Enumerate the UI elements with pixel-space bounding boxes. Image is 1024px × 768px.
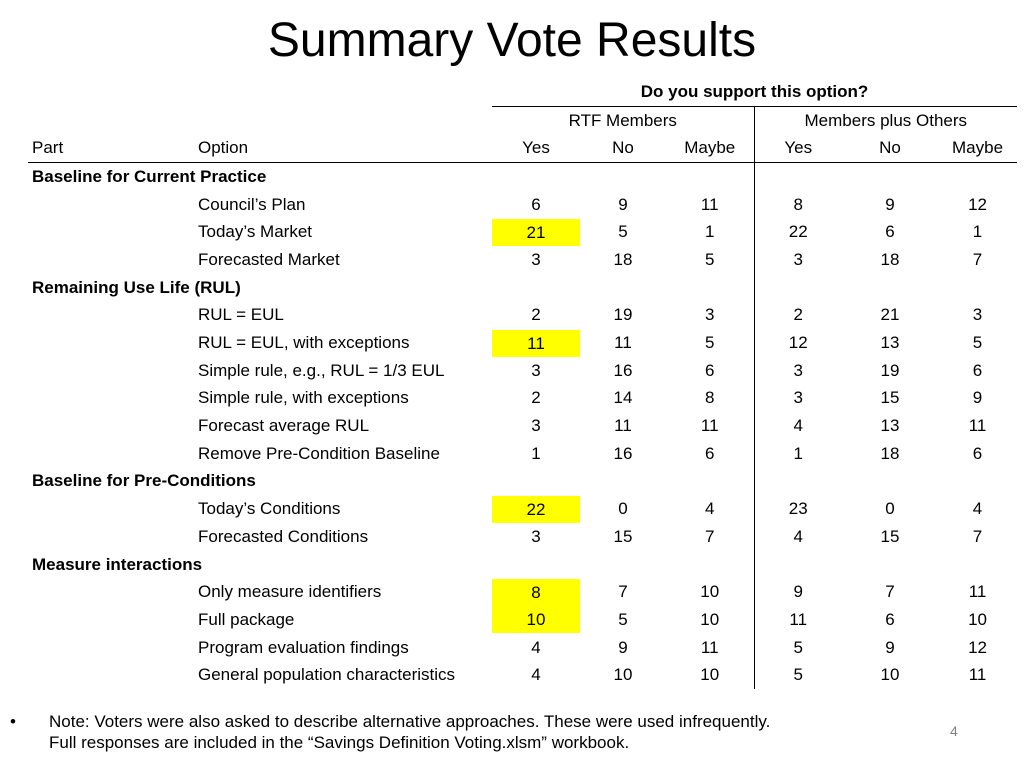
all-yes-cell: 3 [754,357,842,385]
all-maybe-cell: 10 [968,609,987,629]
empty-cell [666,551,754,579]
rtf-no-cell: 11 [614,416,632,436]
table-row [28,661,1017,689]
rtf-yes-cell: 3 [531,249,541,269]
rtf-no-cell: 18 [613,249,633,269]
all-no-cell: 7 [885,582,895,602]
all-no-cell: 19 [880,360,900,380]
table-row [28,440,1017,468]
all-maybe-cell: 12 [968,637,987,657]
all-no-cell: 15 [880,388,900,408]
table-row [28,495,1017,523]
all-no-header: No [842,134,938,162]
all-maybe-cell: 7 [972,526,983,546]
empty-cell [28,606,196,634]
rtf-maybe-cell: 6 [705,360,715,380]
all-yes-cell: 2 [754,302,842,330]
slide-title: Summary Vote Results [267,14,757,67]
empty-cell [492,274,580,302]
rtf-no-cell: 5 [618,609,628,629]
option-label: Today’s Conditions [198,499,341,519]
table-row [28,523,1017,551]
empty-cell [28,412,196,440]
rtf-maybe-cell: 5 [705,249,715,269]
empty-cell [938,274,1017,302]
option-label: Remove Pre-Condition Baseline [198,443,440,463]
rtf-yes-cell: 3 [531,416,541,436]
all-yes-cell: 8 [754,191,842,219]
highlighted-value: 10 [492,606,580,633]
option-label: Only measure identifiers [198,582,382,602]
option-label: RUL = EUL, with exceptions [198,333,410,353]
all-maybe-cell: 6 [972,443,983,463]
all-yes-cell: 9 [754,578,842,606]
empty-cell [754,468,842,496]
option-column-header: Option [196,134,492,162]
all-maybe-cell: 11 [968,582,987,602]
rtf-yes-cell: 4 [531,665,541,685]
all-yes-cell: 12 [754,329,842,357]
empty-cell [938,163,1017,191]
rtf-yes-cell-highlighted [492,218,580,246]
table-row [28,246,1017,274]
all-yes-cell: 3 [754,246,842,274]
rtf-no-cell: 16 [613,443,633,463]
rtf-members-header: RTF Members [568,110,677,130]
all-no-cell: 9 [885,194,895,214]
bullet-icon: • [10,712,16,731]
empty-cell [938,551,1017,579]
option-label: General population characteristics [198,665,456,685]
empty-cell [492,551,580,579]
empty-cell [28,357,196,385]
question-header: Do you support this option? [492,78,1017,106]
empty-cell [28,385,196,413]
section-row [28,468,1017,496]
table-row [28,329,1017,357]
rtf-no-header: No [580,134,666,162]
header-row-question [28,78,1017,106]
table-row [28,412,1017,440]
option-label: RUL = EUL [198,305,284,325]
all-no-cell: 13 [880,416,900,436]
all-maybe-cell: 5 [972,333,983,353]
all-maybe-cell: 3 [972,305,983,325]
footnote-line-2: Full responses are included in the “Savings Definition Voting.xlsm” workbook. [49,733,630,752]
rtf-maybe-cell: 11 [700,416,719,436]
all-maybe-cell: 9 [972,388,983,408]
all-yes-cell: 11 [754,606,842,634]
all-yes-cell: 23 [754,495,842,523]
rtf-maybe-cell: 1 [705,222,715,242]
section-part-label: Baseline for Current Practice [32,166,267,186]
empty-cell [28,218,196,246]
section-row [28,163,1017,191]
empty-cell [580,551,666,579]
rtf-maybe-cell: 6 [705,443,715,463]
empty-cell [28,329,196,357]
rtf-maybe-cell: 3 [705,305,715,325]
option-label: Forecast average RUL [198,416,370,436]
rtf-no-cell: 15 [613,526,633,546]
footnote-line-1: Note: Voters were also asked to describe alternative approaches. These were used infrequently. [49,712,771,731]
all-yes-header: Yes [754,134,842,162]
table-row [28,634,1017,662]
section-part-label: Measure interactions [32,554,203,574]
all-maybe-cell: 4 [972,499,983,519]
highlighted-value: 11 [492,330,580,357]
all-no-cell: 6 [885,609,895,629]
all-no-cell: 9 [885,637,895,657]
section-part-label: Baseline for Pre-Conditions [32,471,256,491]
empty-cell [754,163,842,191]
empty-cell [938,468,1017,496]
rtf-no-cell: 9 [618,194,628,214]
empty-cell [754,551,842,579]
empty-cell [666,274,754,302]
all-maybe-cell: 6 [972,360,983,380]
all-no-cell: 10 [880,665,900,685]
vote-results-table [28,78,1017,689]
table-row [28,385,1017,413]
header-row-groups [28,106,1017,134]
empty-cell [28,495,196,523]
option-label: Today’s Market [198,222,313,242]
empty-cell [754,274,842,302]
rtf-yes-cell: 6 [531,194,541,214]
all-yes-cell: 4 [754,412,842,440]
rtf-no-cell: 0 [618,499,628,519]
all-maybe-cell: 11 [968,665,987,685]
option-label: Program evaluation findings [198,637,409,657]
all-no-cell: 18 [880,249,900,269]
all-maybe-header: Maybe [938,134,1017,162]
rtf-yes-cell-highlighted [492,495,580,523]
option-label: Council’s Plan [198,194,306,214]
rtf-no-cell: 9 [618,637,628,657]
option-label: Full package [198,609,295,629]
rtf-yes-cell: 3 [531,360,541,380]
empty-cell [492,163,580,191]
empty-cell [666,163,754,191]
all-maybe-cell: 7 [972,249,983,269]
option-label: Forecasted Market [198,249,340,269]
empty-cell [28,246,196,274]
rtf-yes-cell: 4 [531,637,541,657]
empty-cell [842,163,938,191]
rtf-maybe-cell: 5 [705,333,715,353]
rtf-no-cell: 10 [613,665,633,685]
all-yes-cell: 4 [754,523,842,551]
all-maybe-cell: 12 [968,194,987,214]
rtf-no-cell: 5 [618,222,628,242]
all-no-cell: 6 [885,222,895,242]
rtf-maybe-cell: 8 [705,388,715,408]
all-no-cell: 21 [880,305,900,325]
empty-cell [842,468,938,496]
rtf-maybe-cell: 10 [700,582,720,602]
rtf-yes-header: Yes [492,134,580,162]
all-yes-cell: 22 [754,218,842,246]
empty-cell [580,274,666,302]
rtf-yes-cell-highlighted [492,606,580,634]
rtf-no-cell: 14 [613,388,633,408]
empty-cell [28,523,196,551]
rtf-maybe-cell: 7 [705,526,715,546]
empty-cell [28,440,196,468]
all-yes-cell: 1 [754,440,842,468]
rtf-yes-cell-highlighted [492,578,580,606]
empty-cell [842,551,938,579]
rtf-no-cell: 16 [613,360,633,380]
rtf-no-cell: 7 [618,582,628,602]
rtf-maybe-cell: 11 [700,194,719,214]
all-no-cell: 15 [880,526,900,546]
table-row [28,606,1017,634]
empty-cell [28,661,196,689]
section-row [28,551,1017,579]
option-label: Simple rule, with exceptions [198,388,409,408]
rtf-no-cell: 19 [613,305,633,325]
part-column-header: Part [28,134,196,162]
empty-cell [492,468,580,496]
rtf-maybe-cell: 11 [700,637,719,657]
empty-cell [842,274,938,302]
empty-cell [28,634,196,662]
all-yes-cell: 5 [754,634,842,662]
option-label: Simple rule, e.g., RUL = 1/3 EUL [198,360,445,380]
highlighted-value: 8 [492,579,580,606]
option-label: Forecasted Conditions [198,526,369,546]
empty-cell [28,302,196,330]
highlighted-value: 21 [492,219,580,246]
rtf-maybe-cell: 4 [705,499,715,519]
rtf-no-cell: 11 [614,333,632,353]
rtf-yes-cell: 2 [531,305,541,325]
table-row [28,191,1017,219]
empty-cell [580,163,666,191]
all-maybe-cell: 1 [972,222,983,242]
section-part-label: Remaining Use Life (RUL) [32,277,241,297]
header-row-columns [28,134,1017,162]
empty-cell [666,468,754,496]
empty-cell [28,191,196,219]
rtf-yes-cell: 3 [531,526,541,546]
section-row [28,274,1017,302]
all-yes-cell: 5 [754,661,842,689]
highlighted-value: 22 [492,496,580,523]
rtf-maybe-cell: 10 [700,609,720,629]
empty-cell [580,468,666,496]
rtf-maybe-header: Maybe [666,134,754,162]
empty-cell [28,578,196,606]
table-row [28,578,1017,606]
rtf-yes-cell: 2 [531,388,541,408]
table-row [28,357,1017,385]
rtf-yes-cell-highlighted [492,329,580,357]
all-no-cell: 13 [880,333,900,353]
all-maybe-cell: 11 [968,416,987,436]
table-row [28,302,1017,330]
all-no-cell: 0 [885,499,895,519]
members-plus-others-header: Members plus Others [754,106,1017,134]
all-no-cell: 18 [880,443,900,463]
table-row [28,218,1017,246]
all-yes-cell: 3 [754,385,842,413]
page-number: 4 [950,723,958,739]
rtf-maybe-cell: 10 [700,665,720,685]
rtf-yes-cell: 1 [531,443,541,463]
